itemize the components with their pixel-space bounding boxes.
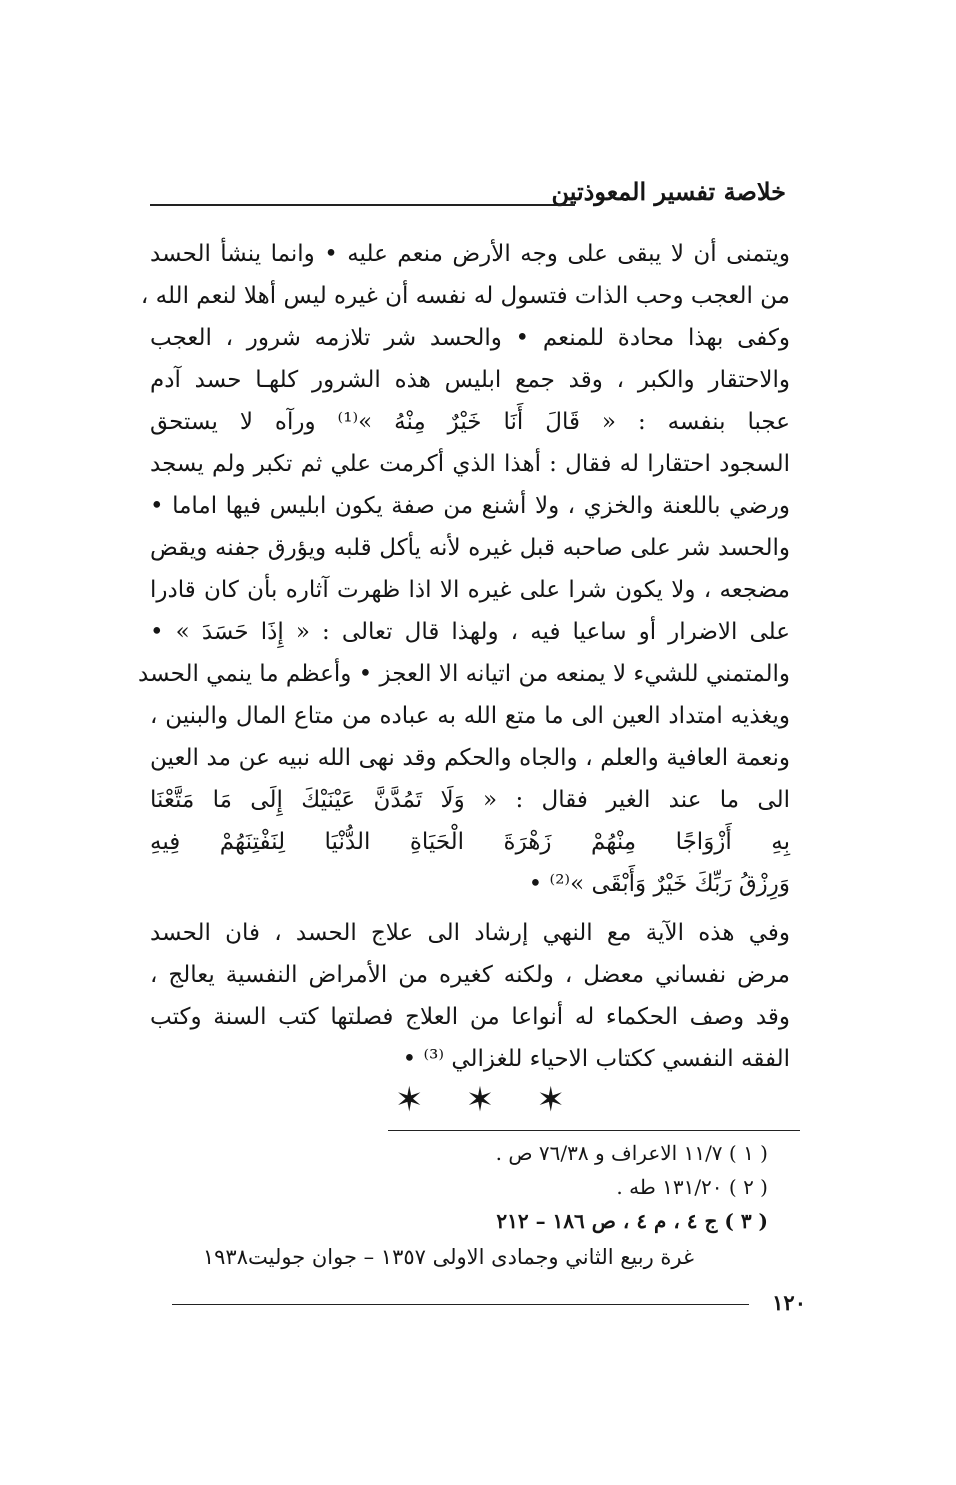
running-header-title: خلاصة تفسير المعوذتين xyxy=(551,177,786,206)
text-line: عجبا بنفسه : « قَالَ أَنَا خَيْرٌ مِنْهُ »⁽¹⁾ ورآه لا يستحق xyxy=(150,409,790,435)
text-line: وقد وصف الحكماء له أنواعا من العلاج فصلتها كتب السنة وكتب xyxy=(150,1004,790,1030)
quran-verse-line: وَرِزْقُ رَبِّكَ خَيْرٌ وَأَبْقَى »⁽²⁾ • xyxy=(528,871,790,897)
star-icon: ✶ xyxy=(536,1080,565,1120)
text-line: ونعمة العافية والعلم ، والجاه والحكم وقد نهى الله نبيه عن مد العين xyxy=(150,745,790,771)
star-icon: ✶ xyxy=(465,1080,495,1120)
text-line: ويتمنى أن لا يبقى على وجه الأرض منعم عليه • وانما ينشأ الحسد xyxy=(150,241,790,267)
text-line: والاحتقار والكبر ، وقد جمع ابليس هذه الشرور كلهـا حسد آدم xyxy=(150,367,790,393)
text-line: وفي هذه الآية مع النهي إرشاد الى علاج الحسد ، فان الحسد xyxy=(150,920,790,946)
text-line: مضجعه ، ولا يكون شرا على غيره الا اذا ظهرت آثاره بأن كان قادرا xyxy=(150,577,790,603)
section-separator xyxy=(395,1080,565,1120)
issue-dateline: غرة ربيع الثاني وجمادى الاولى ١٣٥٧ – جوان جوليت١٩٣٨ xyxy=(202,1245,694,1269)
text-line: وكفى بهذا محادة للمنعم • والحسد شر تلازمه شرور ، العجب xyxy=(150,325,790,351)
page-number: ١٢٠ xyxy=(772,1290,806,1315)
footnote-1: ( ١ ) ١١/٧ الاعراف و ٧٦/٣٨ ص . xyxy=(495,1141,768,1165)
header-rule xyxy=(150,204,575,206)
text-line: ويغذيه امتداد العين الى ما متع الله به عباده من متاع المال والبنين ، xyxy=(150,703,790,729)
footer-rule xyxy=(172,1304,749,1305)
body-paragraph-2 xyxy=(150,912,790,1080)
text-line: السجود احتقارا له فقال : أهذا الذي أكرمت علي ثم تكبر ولم يسجد xyxy=(150,451,790,477)
body-paragraph-1 xyxy=(138,233,790,905)
footnote-2: ( ٢ ) ١٣١/٢٠ طه . xyxy=(616,1175,768,1199)
text-line: والمتمني للشيء لا يمنعه من اتيانه الا العجز • وأعظم ما ينمي الحسد xyxy=(138,661,790,687)
footnote-3: ( ٣ ) ج ٤ ، م ٤ ، ص ١٨٦ – ٢١٢ xyxy=(496,1209,768,1233)
footnotes xyxy=(496,1136,768,1238)
text-line: والحسد شر على صاحبه قبل غيره لأنه يأكل قلبه ويؤرق جفنه ويقض xyxy=(150,535,790,561)
footnotes-rule xyxy=(388,1130,800,1131)
text-line: مرض نفساني معضل ، ولكنه كغيره من الأمراض النفسية يعالج ، xyxy=(150,962,790,988)
quran-verse-line: الى ما عند الغير فقال : « وَلَا تَمُدَّنَّ عَيْنَيْكَ إِلَى مَا مَتَّعْنَا xyxy=(150,787,790,813)
text-line: الفقه النفسي ككتاب الاحياء للغزالي ⁽³⁾ • xyxy=(402,1046,790,1072)
text-line: على الاضرار أو ساعيا فيه ، ولهذا قال تعالى : « إِذَا حَسَدَ » • xyxy=(150,619,790,645)
text-line: من العجب وحب الذات فتسول له نفسه أن غيره ليس أهلا لنعم الله ، xyxy=(140,283,790,309)
star-icon: ✶ xyxy=(395,1080,424,1120)
text-line: ورضي باللعنة والخزي ، ولا أشنع من صفة يكون ابليس فيها اماما • xyxy=(150,493,790,519)
quran-verse-line: بِهِ أَزْوَاجًا مِنْهُمْ زَهْرَةَ الْحَيَاةِ الدُّنْيَا لِنَفْتِنَهُمْ فِيهِ xyxy=(150,829,790,855)
